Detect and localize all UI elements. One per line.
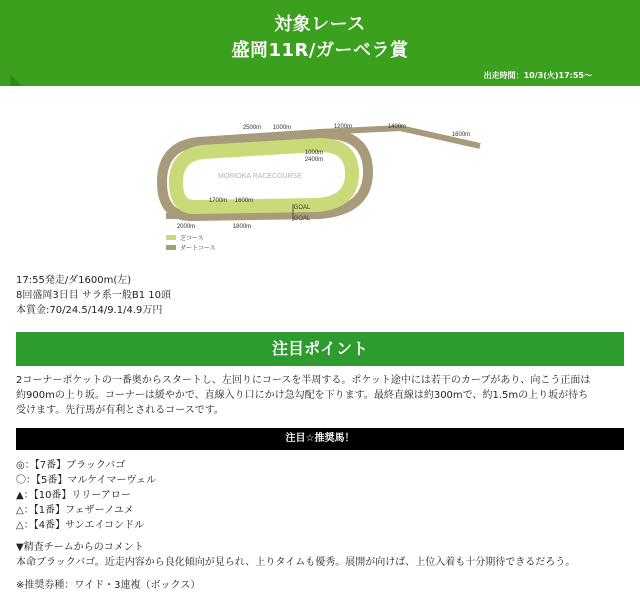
- start-time: 出走時間：10/3(火)17:55〜: [483, 71, 592, 80]
- comment-text: 本命ブラックバゴ。近走内容から良化傾向が見られ、上りタイムも優秀。展開が向けば、上位入着も十分期待できるだろう。: [16, 557, 576, 568]
- focus-text-line: 受けます。先行馬が有利とされるコースです。: [16, 405, 224, 416]
- legend-swatch-turf: [166, 235, 176, 240]
- team-comment: [16, 540, 624, 570]
- course-map-diagram: [150, 112, 490, 262]
- dist-label-1600-top: 1600m: [451, 132, 471, 138]
- pick-text: ：【7番】ブラックバゴ: [24, 460, 126, 471]
- race-name: 盛岡11R/ガーベラ賞: [231, 40, 409, 61]
- dist-label-1800: 1800m: [232, 224, 252, 230]
- dist-label-1000: 1000m: [272, 125, 292, 131]
- pick-item: [16, 503, 156, 518]
- course-name-label: MORIOKA RACECOURSE: [217, 173, 303, 180]
- pick-mark: △: [16, 505, 24, 516]
- focus-heading: 注目ポイント: [16, 332, 624, 366]
- dist-label-2500: 2500m: [242, 125, 262, 131]
- recommended-horses-list: [16, 458, 156, 533]
- pick-text: ：【5番】マルケイマーヴェル: [26, 475, 157, 486]
- recommend-heading: 注目☆推奨馬！: [16, 428, 624, 450]
- dist-label-1600-bottom: 1600m: [234, 198, 254, 204]
- pick-text: ：【1番】フェザーノユメ: [23, 505, 134, 516]
- race-header-banner: [0, 0, 640, 86]
- pick-mark: ◎: [16, 460, 25, 471]
- legend-swatch-dirt: [166, 245, 176, 250]
- pick-mark: △: [16, 520, 24, 531]
- pick-text: ：【4番】サンエイコンドル: [23, 520, 145, 531]
- race-day-class: 8回盛岡3日目 サラ系一般B1 10頭: [16, 290, 172, 301]
- race-start-distance: 17:55発走/ダ1600m(左): [16, 275, 132, 286]
- goal-label-turf: GOAL: [293, 205, 311, 211]
- recommended-bet-type: ※推奨券種：ワイド・3連複（ボックス）: [16, 580, 201, 591]
- pick-text: ：【10番】リリーアロー: [23, 490, 131, 501]
- course-map: [150, 112, 490, 262]
- race-prize: 本賞金:70/24.5/14/9.1/4.9万円: [16, 305, 163, 316]
- legend-label-turf: 芝コース: [180, 236, 204, 242]
- pick-item: [16, 458, 156, 473]
- focus-description: [16, 373, 624, 418]
- pick-item: [16, 488, 156, 503]
- pick-mark: 〇: [16, 475, 26, 486]
- race-info: [16, 273, 171, 318]
- legend-label-dirt: ダートコース: [180, 246, 216, 252]
- dist-label-2000: 2000m: [176, 224, 196, 230]
- dist-label-1000-inner: 1000m: [304, 150, 324, 156]
- dist-label-1700: 1700m: [208, 198, 228, 204]
- focus-text-line: 2コーナーポケットの一番奥からスタートし、左回りにコースを半周する。ポケット途中には若干のカーブがあり、向こう正面は: [16, 375, 591, 386]
- header-title: 対象レース: [274, 14, 366, 35]
- comment-heading: ▼精査チームからのコメント: [16, 542, 144, 553]
- pick-item: [16, 473, 156, 488]
- pick-item: [16, 518, 156, 533]
- dist-label-2400: 2400m: [304, 157, 324, 163]
- focus-text-line: 約900mの上り坂。コーナーは緩やかで、直線入り口にかけ急勾配を下ります。最終直線は約300mで、約1.5mの上り坂が待ち: [16, 390, 589, 401]
- banner-corner-accent: [10, 74, 22, 86]
- pick-mark: ▲: [16, 490, 24, 501]
- dist-label-1200: 1200m: [333, 124, 353, 130]
- dist-label-1400: 1400m: [387, 124, 407, 130]
- goal-label-dirt: GOAL: [293, 216, 311, 222]
